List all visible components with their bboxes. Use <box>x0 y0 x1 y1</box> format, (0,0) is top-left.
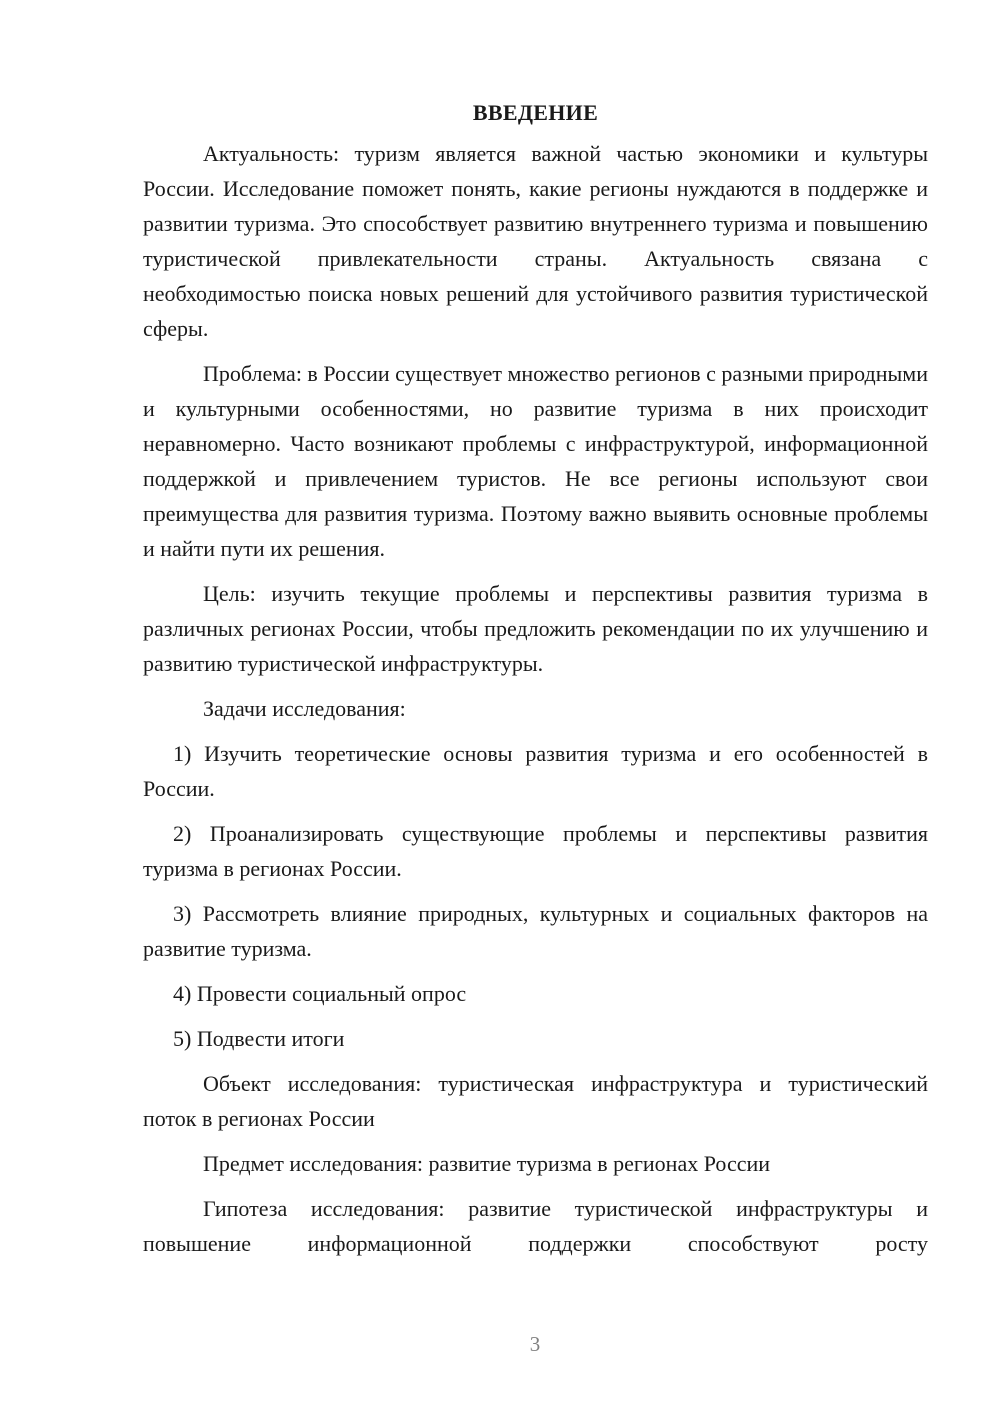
problem-paragraph: Проблема: в России существует множество регионов с разными природными и культурными особенностями, но развитие туризма в них происходит неравномерно. Часто возникают проблемы с инфраструктурой, информационной поддержкой и привлечением туристов. Не все регионы используют свои преимущества для развития туризма. Поэтому важно выявить основные проблемы и найти пути их решения. <box>143 361 928 561</box>
hypothesis-paragraph: Гипотеза исследования: развитие туристической инфраструктуры и повышение информационной поддержки способствуют росту <box>143 1196 928 1256</box>
section-title: ВВЕДЕНИЕ <box>472 100 599 125</box>
goal-paragraph: Цель: изучить текущие проблемы и перспективы развития туризма в различных регионах России, чтобы предложить рекомендации по их улучшению и развитию туристической инфраструктуры. <box>143 581 928 676</box>
relevance-paragraph: Актуальность: туризм является важной частью экономики и культуры России. Исследование поможет понять, какие регионы нуждаются в поддержке и развитии туризма. Это способствует развитию внутреннего туризма и повышению туристической привлекательности страны. Актуальность связана с необходимостью поиска новых решений для устойчивого развития туристической сферы. <box>143 141 928 341</box>
task-item-1: 1) Изучить теоретические основы развития туризма и его особенностей в России. <box>143 741 928 801</box>
task-item-2: 2) Проанализировать существующие проблемы и перспективы развития туризма в регионах России. <box>143 821 928 881</box>
task-item-5: 5) Подвести итоги <box>173 1026 345 1051</box>
tasks-heading: Задачи исследования: <box>203 696 406 721</box>
page-number: 3 <box>529 1332 541 1356</box>
task-item-3: 3) Рассмотреть влияние природных, культурных и социальных факторов на развитие туризма. <box>143 901 928 961</box>
document-body <box>143 95 928 1261</box>
task-item-4: 4) Провести социальный опрос <box>173 981 467 1006</box>
subject-paragraph: Предмет исследования: развитие туризма в регионах России <box>203 1151 771 1176</box>
object-paragraph: Объект исследования: туристическая инфраструктура и туристический поток в регионах России <box>143 1071 928 1131</box>
